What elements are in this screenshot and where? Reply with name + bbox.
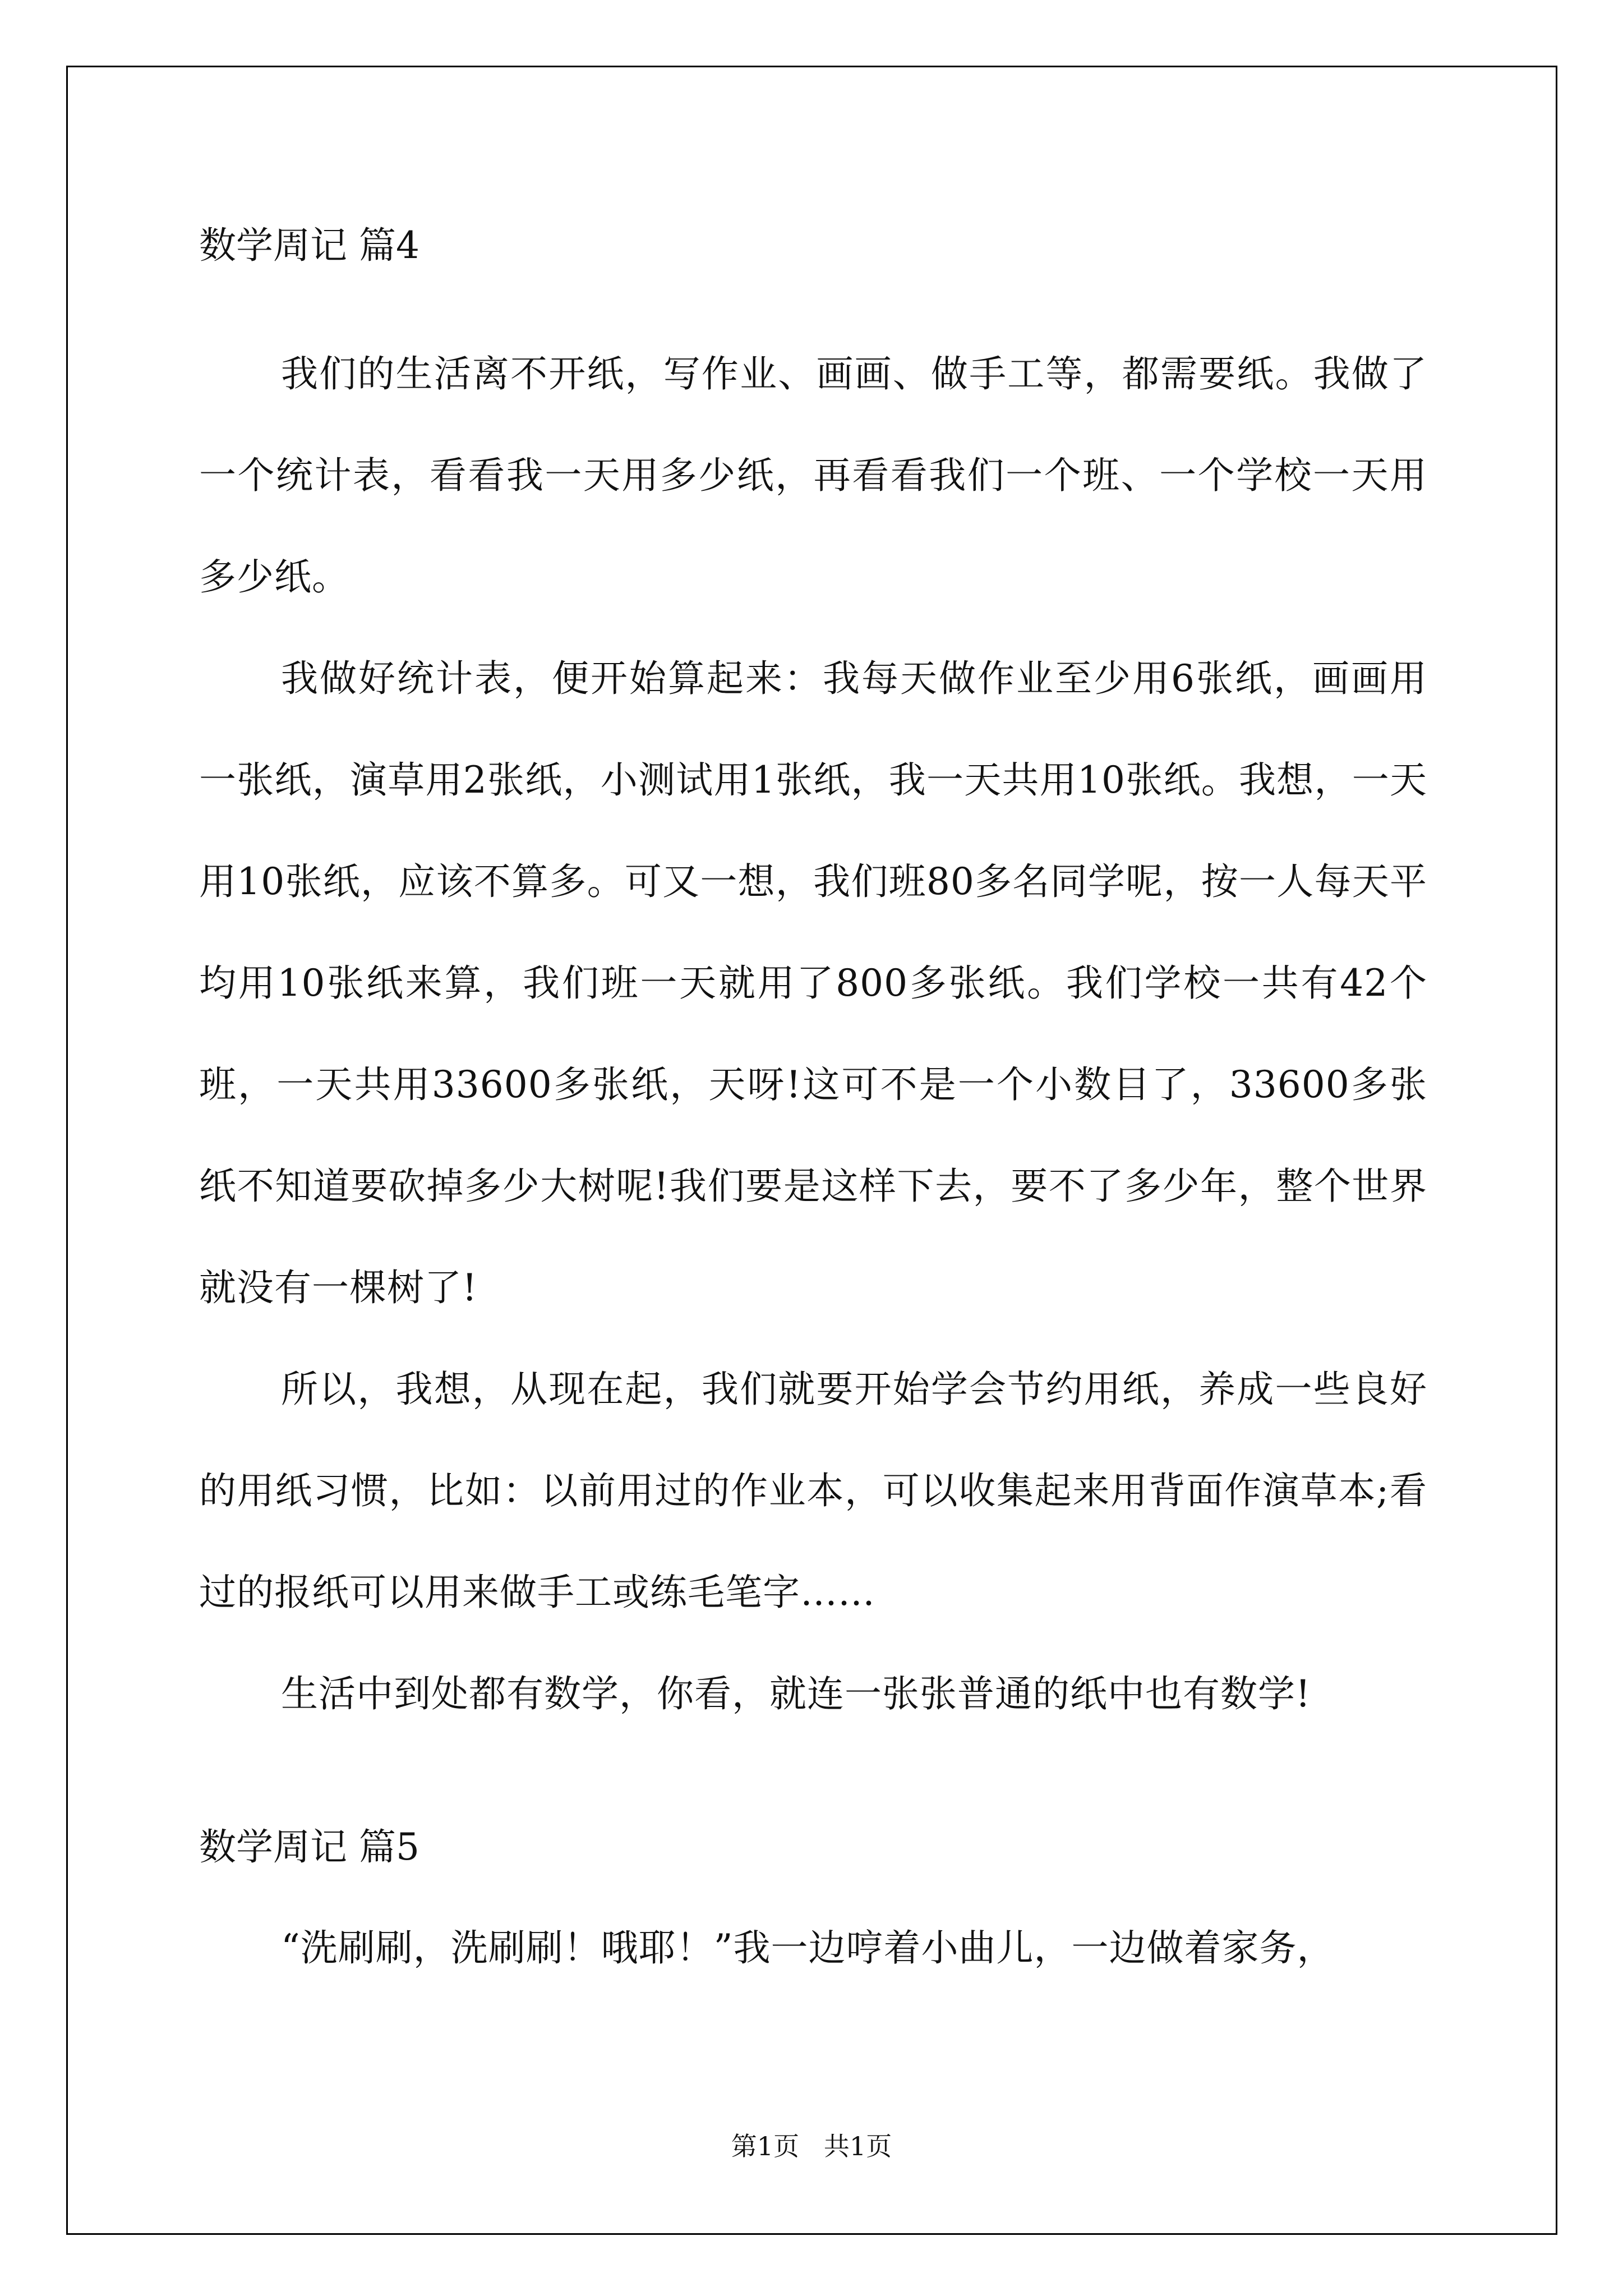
section-5-paragraph-1: “洗刷刷，洗刷刷！哦耶！”我一边哼着小曲儿，一边做着家务， <box>281 1926 1335 1970</box>
section-4-heading: 数学周记 篇4 <box>199 224 419 267</box>
section-5-heading: 数学周记 篇5 <box>199 1825 419 1869</box>
section-4-paragraph-4: 生活中到处都有数学，你看，就连一张张普通的纸中也有数学! <box>281 1672 1311 1715</box>
section-4-paragraph-2: 我做好统计表，便开始算起来：我每天做作业至少用6张纸，画画用一张纸，演草用2张纸，小测试用1张纸，我一天共用10张纸。我想，一天用10张纸，应该不算多。可又一想，我们班80多名同学呢，按一人每天平均用10张纸来算，我们班一天就用了800多张纸。我们学校一共有42个班，一天共用33600多张纸，天呀!这可不是一个小数目了，33600多张纸不知道要砍掉多少大树呢!我们要是这样下去，要不了多少年，整个世界就没有一棵树了! <box>199 657 1427 1309</box>
section-4-paragraph-3: 所以，我想，从现在起，我们就要开始学会节约用纸，养成一些良好的用纸习惯，比如：以前用过的作业本，可以收集起来用背面作演草本;看过的报纸可以用来做手工或练毛笔字…… <box>199 1368 1427 1614</box>
page-footer: 第1页 共1页 <box>731 2131 892 2161</box>
document-body <box>199 222 1427 1745</box>
section-4-paragraph-1: 我们的生活离不开纸，写作业、画画、做手工等，都需要纸。我做了一个统计表，看看我一天用多少纸，再看看我们一个班、一个学校一天用多少纸。 <box>199 352 1427 599</box>
